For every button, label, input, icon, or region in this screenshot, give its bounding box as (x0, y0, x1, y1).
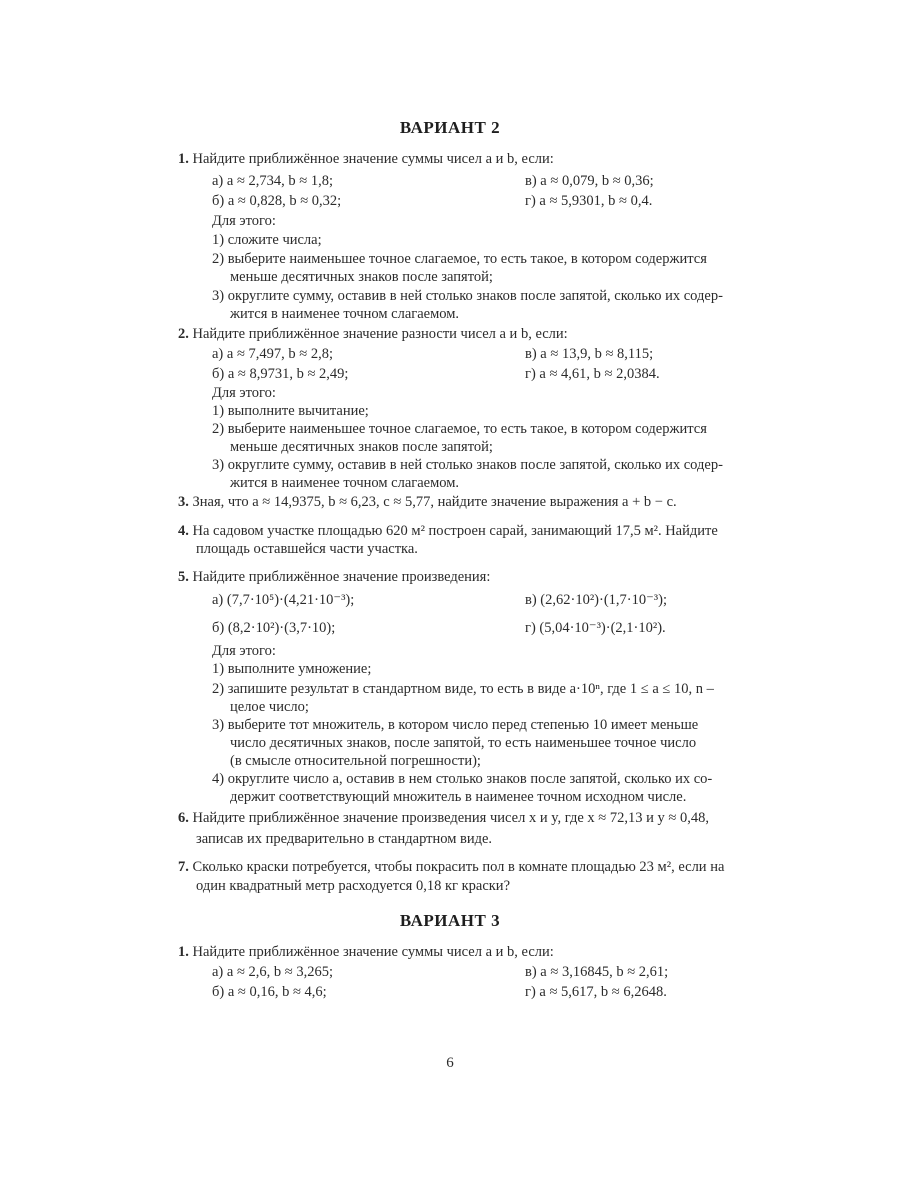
step-line: 2) выберите наименьшее точное слагаемое, то есть такое, в котором содержится (212, 421, 707, 437)
option-v: в) a ≈ 3,16845, b ≈ 2,61; (525, 964, 669, 980)
page-number: 6 (446, 1055, 454, 1071)
problem-text: Зная, что a ≈ 14,9375, b ≈ 6,23, c ≈ 5,77, найдите значение выражения a + b − c. (192, 494, 677, 510)
problem-text-continued: площадь оставшейся части участка. (196, 541, 418, 557)
problem-number: 4. (178, 523, 189, 539)
option-a: а) a ≈ 2,6, b ≈ 3,265; (212, 964, 334, 980)
option-b: б) a ≈ 0,16, b ≈ 4,6; (212, 984, 327, 1000)
option-a: а) (7,7·10⁵)·(4,21·10⁻³); (212, 592, 355, 608)
option-v: в) a ≈ 13,9, b ≈ 8,115; (525, 346, 654, 362)
problem-text: Найдите приближённое значение произведения: (192, 569, 491, 585)
steps-heading: Для этого: (212, 213, 276, 229)
problem-text-continued: записав их предварительно в стандартном виде. (196, 831, 493, 847)
option-a: а) a ≈ 2,734, b ≈ 1,8; (212, 173, 334, 189)
step-line: меньше десятичных знаков после запятой; (230, 439, 493, 455)
step-line: 3) округлите сумму, оставив в ней столько знаков после запятой, сколько их содер- (212, 288, 723, 304)
step-line: жится в наименее точном слагаемом. (230, 475, 460, 491)
step-line: (в смысле относительной погрешности); (230, 753, 481, 769)
problem-1 (178, 151, 554, 168)
step-line: 2) выберите наименьшее точное слагаемое, то есть такое, в котором содержится (212, 251, 707, 267)
steps-heading: Для этого: (212, 643, 276, 659)
problem-7 (178, 859, 724, 876)
step-line: 2) запишите результат в стандартном виде, то есть в виде a·10ⁿ, где 1 ≤ a ≤ 10, n – (212, 681, 714, 697)
option-b: б) a ≈ 0,828, b ≈ 0,32; (212, 193, 342, 209)
problem-number: 1. (178, 944, 189, 960)
step-line: 1) выполните умножение; (212, 661, 372, 677)
option-v: в) (2,62·10²)·(1,7·10⁻³); (525, 592, 667, 608)
problem-4 (178, 523, 718, 540)
step-line: жится в наименее точном слагаемом. (230, 306, 460, 322)
option-g: г) a ≈ 5,9301, b ≈ 0,4. (525, 193, 653, 209)
problem-text: Найдите приближённое значение суммы чисел a и b, если: (192, 151, 554, 167)
step-line: меньше десятичных знаков после запятой; (230, 269, 493, 285)
problem-text: Найдите приближённое значение разности чисел a и b, если: (192, 326, 568, 342)
problem-3 (178, 494, 677, 511)
problem-number: 1. (178, 151, 189, 167)
option-b: б) (8,2·10²)·(3,7·10); (212, 620, 336, 636)
problem-6 (178, 810, 709, 827)
option-g: г) a ≈ 4,61, b ≈ 2,0384. (525, 366, 660, 382)
step-line: целое число; (230, 699, 309, 715)
problem-number: 2. (178, 326, 189, 342)
problem-text-continued: один квадратный метр расходуется 0,18 кг краски? (196, 878, 511, 894)
option-g: г) a ≈ 5,617, b ≈ 6,2648. (525, 984, 667, 1000)
problem-5 (178, 569, 490, 586)
step-line: 1) выполните вычитание; (212, 403, 369, 419)
problem-number: 5. (178, 569, 189, 585)
step-line: 1) сложите числа; (212, 232, 322, 248)
step-line: 3) выберите тот множитель, в котором число перед степенью 10 имеет меньше (212, 717, 699, 733)
problem-text: Сколько краски потребуется, чтобы покрасить пол в комнате площадью 23 м², если на (192, 859, 725, 875)
problem-text: Найдите приближённое значение суммы чисел a и b, если: (192, 944, 554, 960)
option-a: а) a ≈ 7,497, b ≈ 2,8; (212, 346, 334, 362)
option-v: в) a ≈ 0,079, b ≈ 0,36; (525, 173, 654, 189)
problem-text: На садовом участке площадью 620 м² построен сарай, занимающий 17,5 м². Найдите (192, 523, 718, 539)
problem-text: Найдите приближённое значение произведения чисел x и y, где x ≈ 72,13 и y ≈ 0,48, (192, 810, 709, 826)
variant-2-title: ВАРИАНТ 2 (399, 118, 501, 137)
step-line: держит соответствующий множитель в наименее точном исходном числе. (230, 789, 687, 805)
problem-number: 7. (178, 859, 189, 875)
variant-3-title: ВАРИАНТ 3 (399, 911, 501, 930)
problem-1 (178, 944, 554, 961)
problem-number: 3. (178, 494, 189, 510)
option-g: г) (5,04·10⁻³)·(2,1·10²). (525, 620, 666, 636)
problem-2 (178, 326, 568, 343)
step-line: 3) округлите сумму, оставив в ней столько знаков после запятой, сколько их содер- (212, 457, 723, 473)
option-b: б) a ≈ 8,9731, b ≈ 2,49; (212, 366, 349, 382)
step-line: число десятичных знаков, после запятой, то есть наименьшее точное число (230, 735, 697, 751)
step-line: 4) округлите число a, оставив в нем столько знаков после запятой, сколько их со- (212, 771, 713, 787)
steps-heading: Для этого: (212, 385, 276, 401)
problem-number: 6. (178, 810, 189, 826)
